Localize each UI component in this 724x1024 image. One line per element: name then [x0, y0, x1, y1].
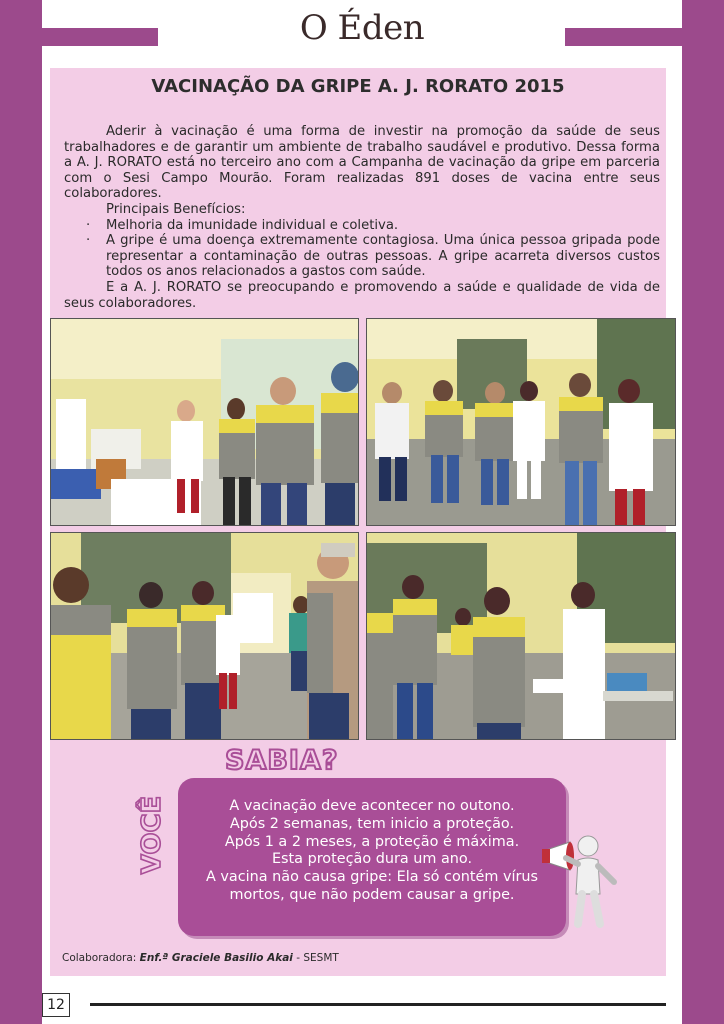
article-paragraph: Aderir à vacinação é uma forma de investir na promoção da saúde de seus trabalhadores e de garantir um ambiente de trabalho saudável e produtivo. Dessa forma a A. J. RORATO está no terceiro ano com a Campanha de vacinação da gripe em parceria com o Sesi Campo Mourão. Foram realizadas 891 doses de vacina entre seus colaboradores. — [64, 124, 660, 202]
callout-text — [178, 798, 566, 905]
callout-line: A vacina não causa gripe: Ela só contém vírus — [205, 869, 539, 886]
megaphone-figure-icon — [542, 820, 632, 930]
photo-vaccination-4 — [366, 532, 676, 740]
article-closing: E a A. J. RORATO se preocupando e promovendo a saúde e qualidade de vida de seus colaboradores. — [64, 279, 660, 311]
magazine-title: O Éden — [299, 8, 425, 48]
sabia-label: SABIA? — [225, 745, 339, 776]
footer-rule — [90, 1003, 666, 1006]
photo-vaccination-3 — [50, 532, 359, 740]
benefit-text: A gripe é uma doença extremamente contagiosa. Uma única pessoa gripada pode representar a contaminação de outras pessoas. A gripe acarreta diversos custos todos os anos relacionados a gastos com saúde. — [106, 233, 660, 280]
bullet-mark: · — [86, 217, 91, 233]
callout-line: mortos, que não podem causar a gripe. — [229, 886, 515, 903]
magazine-page — [42, 0, 682, 1024]
photo-vaccination-2 — [366, 318, 676, 526]
callout-line: Após 1 a 2 meses, a proteção é máxima. — [224, 833, 520, 850]
callout-line: A vacinação deve acontecer no outono. — [229, 798, 515, 814]
benefit-item — [64, 218, 660, 234]
did-you-know-box — [178, 778, 566, 936]
voce-label — [132, 780, 168, 890]
benefits-heading: Principais Benefícios: — [106, 201, 246, 217]
callout-line: Após 2 semanas, tem inicio a proteção. — [229, 815, 515, 832]
page-number: 12 — [42, 993, 70, 1017]
credit-name: Enf.ª Graciele Basilio Akai — [139, 952, 293, 964]
bullet-mark: · — [86, 233, 91, 249]
benefit-item — [64, 233, 660, 280]
photo-vaccination-1 — [50, 318, 359, 526]
callout-line: Esta proteção dura um ano. — [271, 851, 473, 868]
article-title: VACINAÇÃO DA GRIPE A. J. RORATO 2015 — [151, 76, 565, 97]
credit-dept: - SESMT — [296, 952, 339, 964]
article-body — [64, 124, 660, 311]
voce-text: VOCÊ — [137, 795, 167, 875]
credit-label: Colaboradora: — [62, 952, 137, 964]
benefit-text: Melhoria da imunidade individual e coletiva. — [106, 217, 399, 233]
credit-line — [62, 952, 339, 964]
